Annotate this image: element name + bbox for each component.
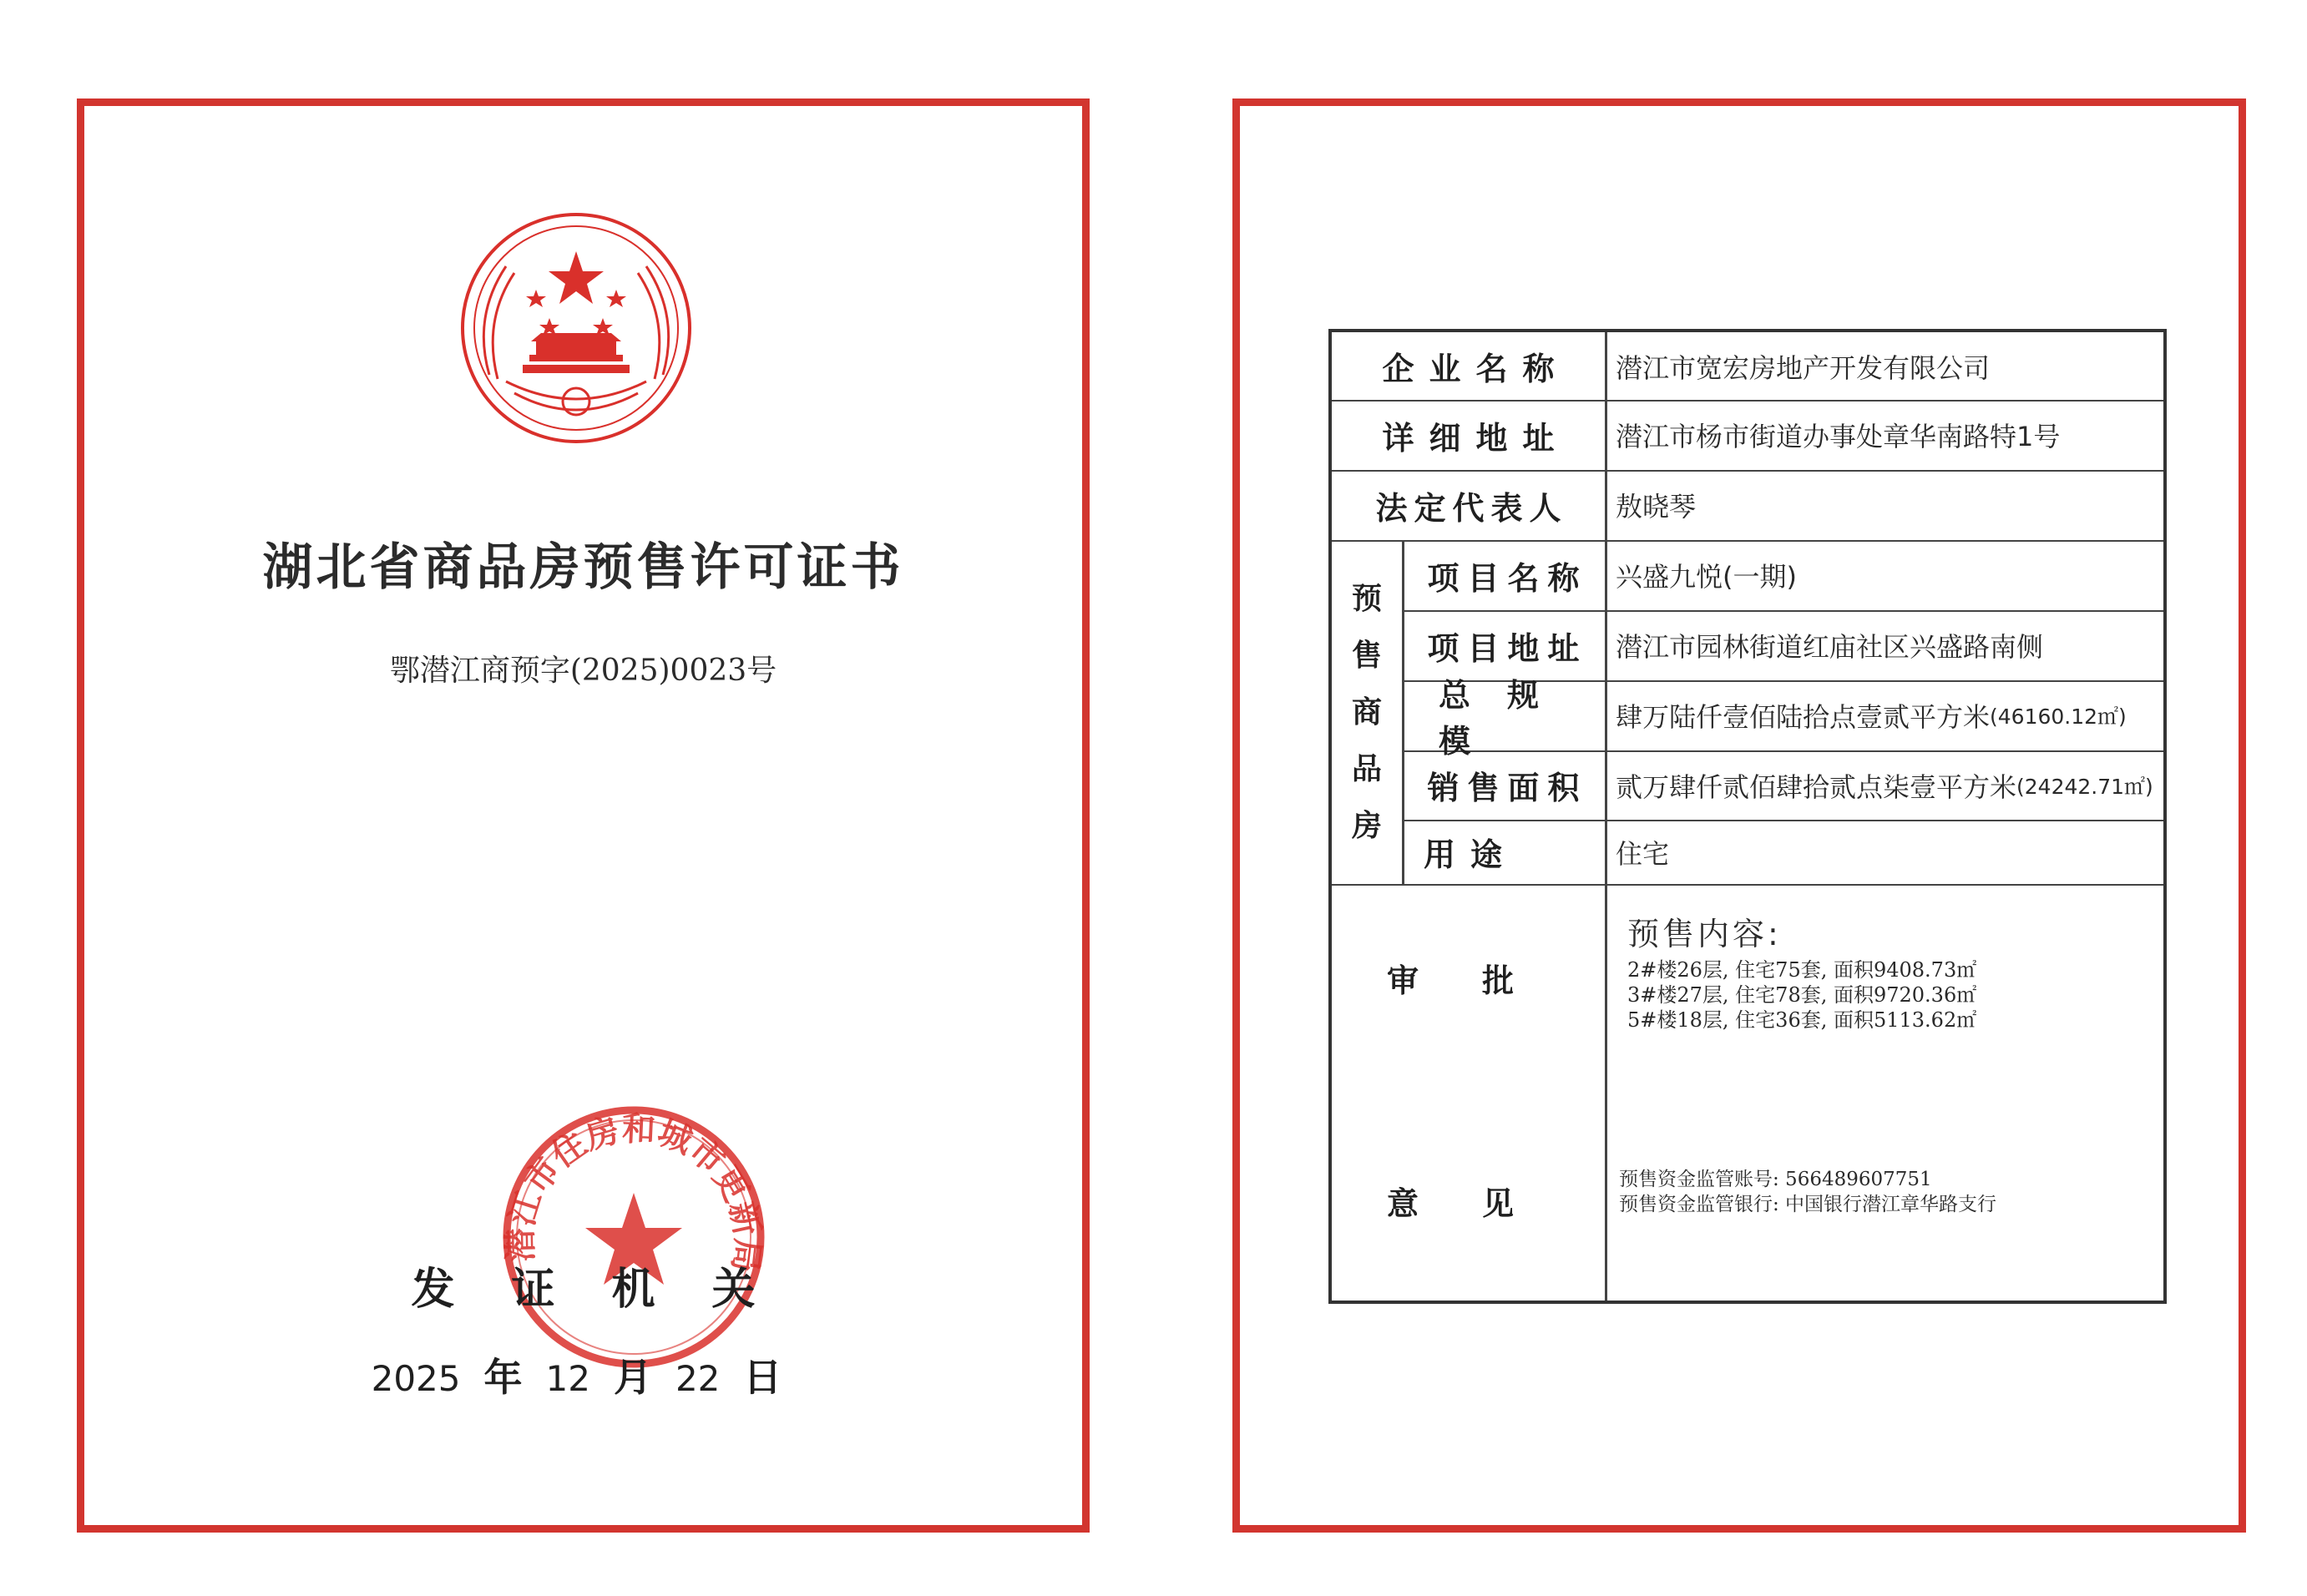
- usage-value: 住宅: [1616, 837, 1670, 870]
- month-char: 月: [613, 1355, 652, 1400]
- total-scale-label: 总规模: [1439, 676, 1576, 760]
- company-name-label: 企业名称: [1382, 350, 1570, 387]
- presale-content-heading: 预售内容:: [1627, 916, 1782, 952]
- company-name-value: 潜江市宽宏房地产开发有限公司: [1616, 351, 1991, 384]
- group-char: 品: [1351, 751, 1382, 786]
- approval-label: 审 批: [1387, 962, 1515, 999]
- opinion-label: 意 见: [1387, 1184, 1515, 1222]
- issue-year: 2025: [371, 1358, 461, 1399]
- legal-representative-value: 敖晓琴: [1616, 491, 1697, 523]
- usage-label: 用途: [1424, 836, 1518, 873]
- group-char: 商: [1351, 694, 1382, 730]
- sales-area-label: 销售面积: [1427, 769, 1588, 806]
- presale-content-line: 2#楼26层, 住宅75套, 面积9408.73㎡: [1627, 958, 1977, 982]
- presale-content-line: 3#楼27层, 住宅78套, 面积9720.36㎡: [1627, 983, 1977, 1007]
- project-address-label: 项目地址: [1427, 629, 1588, 667]
- fund-bank: 预售资金监管银行: 中国银行潜江章华路支行: [1619, 1194, 1997, 1215]
- group-char: 房: [1351, 808, 1382, 843]
- sales-area-text: 贰万肆仟贰佰肆拾贰点柒壹平方米: [1616, 770, 2017, 803]
- legal-representative-label: 法定代表人: [1375, 488, 1568, 527]
- svg-text:潜江市住房和城市更新局: 潜江市住房和城市更新局: [500, 1109, 768, 1275]
- certificate-cover-page: [77, 98, 1090, 1533]
- year-char: 年: [483, 1355, 523, 1400]
- permit-details-table: [1328, 329, 2167, 1304]
- national-emblem: [456, 208, 696, 448]
- sales-area-value: [1607, 750, 2163, 820]
- certificate-number: 鄂潜江商预字(2025)0023号: [389, 654, 777, 688]
- issuer-seal-stamp: [498, 1101, 770, 1373]
- certificate-details-page: [1232, 98, 2246, 1533]
- project-address-value: 潜江市园林街道红庙社区兴盛路南侧: [1616, 631, 2044, 663]
- presale-housing-group-label: [1332, 540, 1402, 884]
- project-name-value: 兴盛九悦(一期): [1616, 561, 1797, 593]
- issuing-authority-label: 发证机关: [411, 1264, 812, 1315]
- day-char: 日: [743, 1355, 782, 1400]
- group-char: 预: [1351, 581, 1382, 616]
- group-char: 售: [1351, 638, 1382, 673]
- certificate-title: 湖北省商品房预售许可证书: [262, 538, 904, 597]
- address-label: 详细地址: [1382, 418, 1570, 457]
- sales-area-numeric: (24242.71㎡): [2016, 774, 2153, 799]
- address-value: 潜江市杨市街道办事处章华南路特1号: [1616, 421, 2061, 452]
- project-name-label: 项目名称: [1427, 558, 1588, 597]
- row-divider: [1332, 884, 2163, 886]
- total-scale-numeric: (46160.12㎡): [1990, 705, 2127, 729]
- issue-day: 22: [675, 1358, 721, 1399]
- total-scale-text: 肆万陆仟壹佰陆拾点壹贰平方米: [1616, 701, 1991, 733]
- presale-content-line: 5#楼18层, 住宅36套, 面积5113.62㎡: [1627, 1008, 1977, 1032]
- total-scale-value: [1607, 680, 2163, 750]
- issue-month: 12: [545, 1358, 590, 1399]
- fund-account: 预售资金监管账号: 566489607751: [1619, 1169, 1932, 1190]
- issue-date: [84, 1347, 1082, 1402]
